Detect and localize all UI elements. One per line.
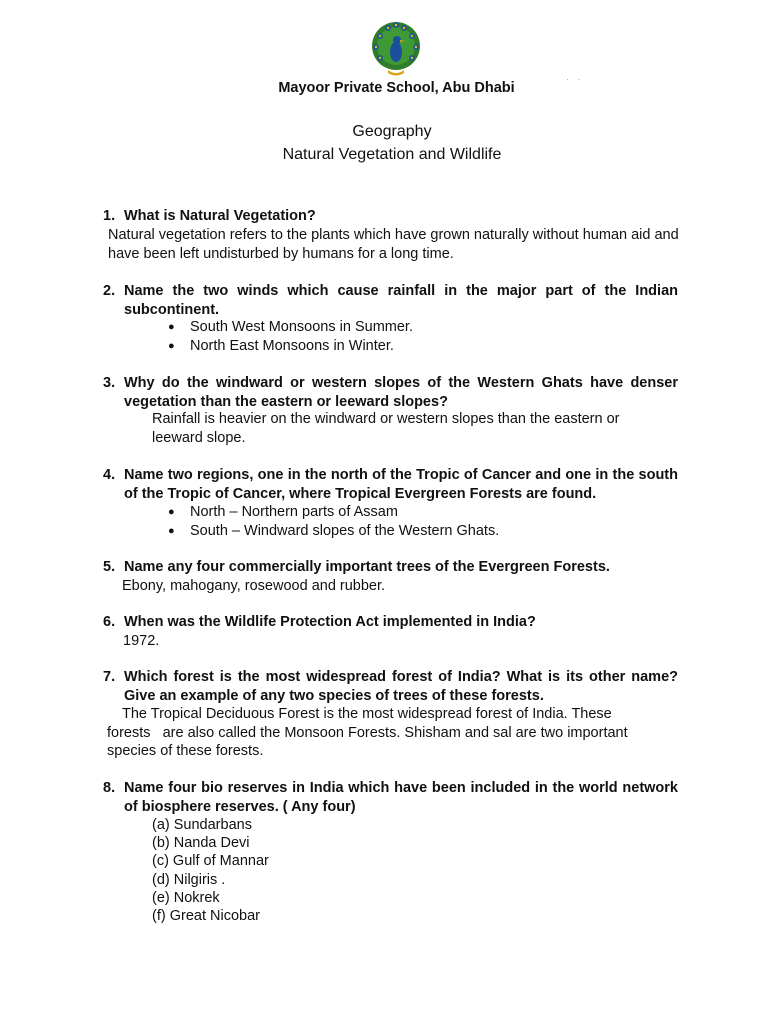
question-number: 3. <box>103 375 116 391</box>
answer-5: Ebony, mahogany, rosewood and rubber. <box>122 578 386 594</box>
question-8 <box>103 779 678 816</box>
answer-7-line-1: The Tropical Deciduous Forest is the most widespread forest of India. These <box>122 706 612 722</box>
answer-4-list <box>168 503 588 540</box>
question-text: Name two regions, one in the north of the Tropic of Cancer and one in the south of the Tropic of Cancer, where Tropical Evergreen Forests are found. <box>124 467 678 502</box>
list-item: ● North – Northern parts of Assam <box>168 503 588 522</box>
peacock-logo-icon <box>366 20 426 78</box>
question-3 <box>103 374 678 411</box>
list-item: (b) Nanda Devi <box>152 835 250 852</box>
question-text: Name four bio reserves in India which have been included in the world network of biosphere reserves. ( Any four) <box>124 780 678 815</box>
list-item: (a) Sundarbans <box>152 817 252 833</box>
question-6 <box>103 613 678 632</box>
answer-7-line-3: species of these forests. <box>107 743 264 759</box>
answer-7-line-2: forests are also called the Monsoon Forests. Shisham and sal are two important <box>107 725 628 741</box>
question-number: 2. <box>103 283 116 299</box>
question-text: Why do the windward or western slopes of the Western Ghats have denser vegetation than the eastern or leeward slopes? <box>124 375 678 410</box>
question-number: 7. <box>103 669 116 685</box>
question-4 <box>103 466 678 503</box>
list-item: (d) Nilgiris . <box>152 871 226 888</box>
list-item: ● South – Windward slopes of the Western Ghats. <box>168 522 588 541</box>
answer-8-list <box>152 816 452 925</box>
question-1 <box>103 207 678 226</box>
list-item: (c) Gulf of Mannar <box>152 853 269 870</box>
answer-3: Rainfall is heavier on the windward or western slopes than the eastern or leeward slope. <box>152 411 620 446</box>
question-5 <box>103 558 678 577</box>
answer-6: 1972. <box>123 633 160 649</box>
question-text: Name any four commercially important trees of the Evergreen Forests. <box>124 559 610 575</box>
question-text: Name the two winds which cause rainfall in the major part of the Indian subcontinent. <box>124 283 678 318</box>
question-number: 8. <box>103 780 116 796</box>
list-item: ● South West Monsoons in Summer. <box>168 318 568 337</box>
question-text: When was the Wildlife Protection Act implemented in India? <box>124 614 536 630</box>
question-number: 6. <box>103 614 116 630</box>
list-item: (e) Nokrek <box>152 889 220 906</box>
question-number: 5. <box>103 559 116 575</box>
list-item: ● North East Monsoons in Winter. <box>168 337 568 356</box>
chapter-title: Natural Vegetation and Wildlife <box>282 146 502 163</box>
answer-1: Natural vegetation refers to the plants which have grown naturally without human aid and have been left undisturbed by humans for a long time. <box>108 227 679 262</box>
question-text: Which forest is the most widespread forest of India? What is its other name? Give an example of any two species of trees of these forests. <box>124 669 678 704</box>
scan-artifact: · · <box>566 74 584 84</box>
question-number: 1. <box>103 208 116 224</box>
question-7 <box>103 668 678 705</box>
answer-2-list <box>168 318 568 355</box>
school-name: Mayoor Private School, Abu Dhabi <box>278 80 515 96</box>
list-item: (f) Great Nicobar <box>152 908 260 925</box>
subject-title: Geography <box>352 123 432 140</box>
question-text: What is Natural Vegetation? <box>124 208 316 224</box>
question-number: 4. <box>103 467 116 483</box>
question-2 <box>103 282 678 319</box>
